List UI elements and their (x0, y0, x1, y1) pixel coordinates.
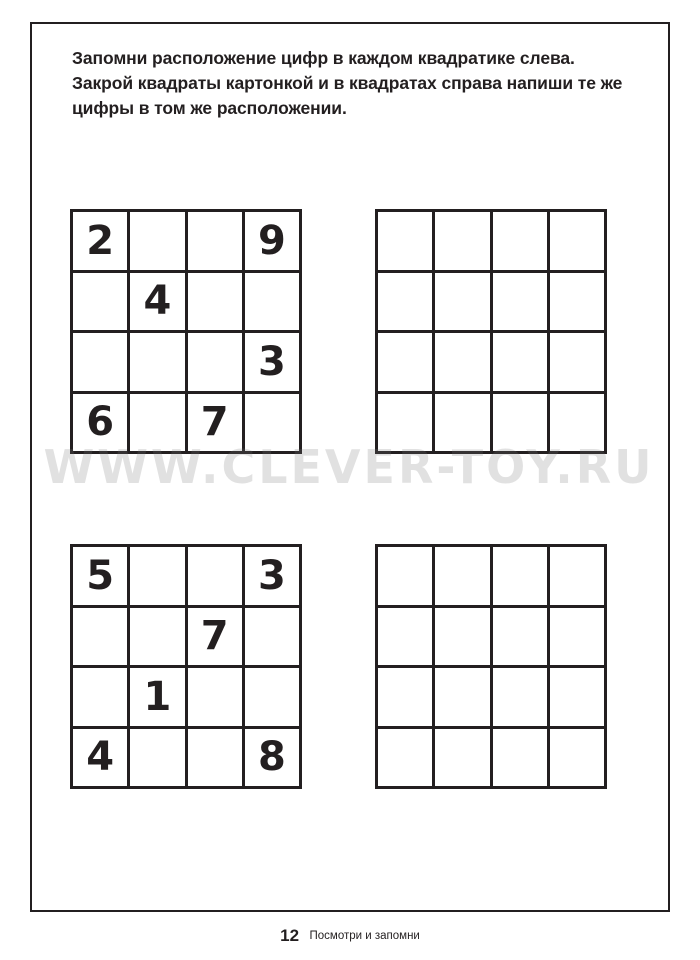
grid-cell (130, 729, 187, 790)
grid-cell (130, 212, 187, 273)
grid-cell: 3 (245, 547, 302, 608)
grid-cell[interactable] (550, 547, 607, 608)
grid-cell (130, 547, 187, 608)
grid-top-right-empty[interactable] (375, 209, 607, 454)
grid-cell[interactable] (435, 394, 492, 455)
grid-cell: 4 (73, 729, 130, 790)
grid-bottom-right-empty[interactable] (375, 544, 607, 789)
grid-cell[interactable] (378, 333, 435, 394)
grid-cell (73, 273, 130, 334)
grid-cell[interactable] (493, 333, 550, 394)
grid-cell (73, 608, 130, 669)
grid-cell: 9 (245, 212, 302, 273)
page-number: 12 (280, 926, 300, 945)
grid-cell[interactable] (493, 668, 550, 729)
worksheet-page (30, 22, 670, 912)
grid-cell[interactable] (550, 608, 607, 669)
grid-cell: 7 (188, 608, 245, 669)
grid-cell[interactable] (435, 729, 492, 790)
grid-cell[interactable] (378, 668, 435, 729)
grid-cell: 7 (188, 394, 245, 455)
grid-cell[interactable] (378, 212, 435, 273)
grid-cell[interactable] (493, 729, 550, 790)
grid-cell[interactable] (378, 608, 435, 669)
instructions-text: Запомни расположение цифр в каждом квадратике слева. Закрой квадраты картонкой и в квадратах справа напиши те же цифры в том же расположении. (72, 48, 623, 118)
grid-cell[interactable] (550, 212, 607, 273)
grid-cell (245, 668, 302, 729)
grid-cell[interactable] (378, 729, 435, 790)
grid-cell (245, 608, 302, 669)
grid-cell: 8 (245, 729, 302, 790)
grid-cell (188, 333, 245, 394)
grid-cell: 2 (73, 212, 130, 273)
grid-top-left-filled (70, 209, 302, 454)
page-footer (0, 926, 700, 946)
grid-cell[interactable] (435, 547, 492, 608)
grid-cell (188, 668, 245, 729)
grid-cell[interactable] (435, 212, 492, 273)
grid-cell (130, 333, 187, 394)
grid-cell (188, 729, 245, 790)
grid-cell[interactable] (435, 608, 492, 669)
grid-cell[interactable] (435, 668, 492, 729)
grid-cell (245, 394, 302, 455)
grid-cell[interactable] (493, 547, 550, 608)
grid-cell: 3 (245, 333, 302, 394)
grid-cell[interactable] (378, 547, 435, 608)
grid-cell[interactable] (493, 608, 550, 669)
watermark: WWW.CLEVER-TOY.RU (43, 440, 655, 494)
grid-cell: 4 (130, 273, 187, 334)
grid-cell[interactable] (550, 394, 607, 455)
grid-cell: 6 (73, 394, 130, 455)
grid-cell[interactable] (550, 333, 607, 394)
grid-cell (188, 547, 245, 608)
grid-cell[interactable] (378, 273, 435, 334)
grid-cell (245, 273, 302, 334)
grid-cell[interactable] (550, 729, 607, 790)
grid-cell (130, 394, 187, 455)
grid-cell[interactable] (550, 668, 607, 729)
grid-cell (188, 212, 245, 273)
grid-cell[interactable] (493, 212, 550, 273)
grid-cell[interactable] (493, 394, 550, 455)
grid-cell (73, 668, 130, 729)
grid-cell (188, 273, 245, 334)
grid-cell[interactable] (435, 273, 492, 334)
grid-cell: 5 (73, 547, 130, 608)
grid-cell[interactable] (435, 333, 492, 394)
grid-cell[interactable] (550, 273, 607, 334)
grid-cell: 1 (130, 668, 187, 729)
grid-cell (130, 608, 187, 669)
footer-caption: Посмотри и запомни (309, 930, 420, 942)
grid-cell[interactable] (493, 273, 550, 334)
grid-cell[interactable] (378, 394, 435, 455)
grid-bottom-left-filled (70, 544, 302, 789)
grid-cell (73, 333, 130, 394)
grids-area (32, 24, 668, 910)
